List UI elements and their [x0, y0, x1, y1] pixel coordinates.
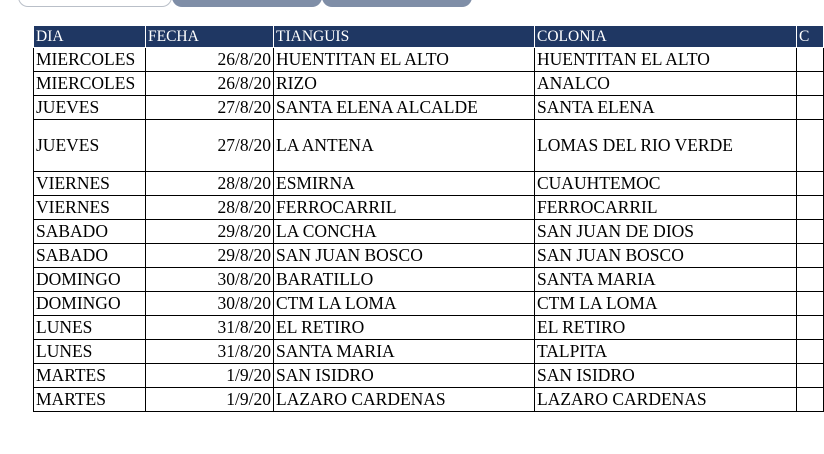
cell-fecha[interactable]: 26/8/20 — [146, 48, 274, 72]
cell-fecha[interactable]: 29/8/20 — [146, 220, 274, 244]
table-row — [34, 72, 824, 96]
cell-tianguis[interactable]: HUENTITAN EL ALTO — [274, 48, 535, 72]
cell-dia[interactable]: MIERCOLES — [34, 48, 146, 72]
cell-dia[interactable]: JUEVES — [34, 96, 146, 120]
cell-colonia[interactable]: SANTA ELENA — [535, 96, 797, 120]
tianguis-table — [33, 25, 824, 412]
cell-colonia[interactable]: EL RETIRO — [535, 316, 797, 340]
cell-colonia[interactable]: HUENTITAN EL ALTO — [535, 48, 797, 72]
cell-tianguis[interactable]: CTM LA LOMA — [274, 292, 535, 316]
cell-c[interactable] — [797, 244, 824, 268]
cell-colonia[interactable]: TALPITA — [535, 340, 797, 364]
cell-tianguis[interactable]: LAZARO CARDENAS — [274, 388, 535, 412]
cell-tianguis[interactable]: SANTA MARIA — [274, 340, 535, 364]
header-c: C — [797, 26, 824, 48]
table-row — [34, 196, 824, 220]
header-tianguis: TIANGUIS — [274, 26, 535, 48]
cell-c[interactable] — [797, 72, 824, 96]
table-row — [34, 172, 824, 196]
cell-c[interactable] — [797, 48, 824, 72]
cell-dia[interactable]: DOMINGO — [34, 268, 146, 292]
cell-c[interactable] — [797, 172, 824, 196]
table-body — [34, 48, 824, 412]
cell-dia[interactable]: LUNES — [34, 340, 146, 364]
sheet-tabs — [0, 0, 500, 9]
cell-c[interactable] — [797, 292, 824, 316]
cell-dia[interactable]: DOMINGO — [34, 292, 146, 316]
cell-tianguis[interactable]: RIZO — [274, 72, 535, 96]
cell-c[interactable] — [797, 220, 824, 244]
cell-tianguis[interactable]: LA CONCHA — [274, 220, 535, 244]
cell-fecha[interactable]: 1/9/20 — [146, 364, 274, 388]
cell-tianguis[interactable]: BARATILLO — [274, 268, 535, 292]
cell-colonia[interactable]: LOMAS DEL RIO VERDE — [535, 120, 797, 172]
cell-tianguis[interactable]: SAN JUAN BOSCO — [274, 244, 535, 268]
cell-fecha[interactable]: 28/8/20 — [146, 172, 274, 196]
table-row — [34, 48, 824, 72]
table-row — [34, 220, 824, 244]
cell-fecha[interactable]: 31/8/20 — [146, 340, 274, 364]
cell-c[interactable] — [797, 388, 824, 412]
cell-c[interactable] — [797, 120, 824, 172]
cell-colonia[interactable]: ANALCO — [535, 72, 797, 96]
cell-fecha[interactable]: 27/8/20 — [146, 120, 274, 172]
cell-fecha[interactable]: 27/8/20 — [146, 96, 274, 120]
cell-fecha[interactable]: 28/8/20 — [146, 196, 274, 220]
cell-tianguis[interactable]: ESMIRNA — [274, 172, 535, 196]
cell-tianguis[interactable]: EL RETIRO — [274, 316, 535, 340]
cell-fecha[interactable]: 30/8/20 — [146, 292, 274, 316]
cell-dia[interactable]: JUEVES — [34, 120, 146, 172]
cell-colonia[interactable]: LAZARO CARDENAS — [535, 388, 797, 412]
cell-colonia[interactable]: SAN ISIDRO — [535, 364, 797, 388]
table-row — [34, 388, 824, 412]
cell-colonia[interactable]: FERROCARRIL — [535, 196, 797, 220]
table-row — [34, 268, 824, 292]
header-colonia: COLONIA — [535, 26, 797, 48]
sheet-tab-active[interactable] — [18, 0, 172, 7]
cell-colonia[interactable]: SAN JUAN DE DIOS — [535, 220, 797, 244]
cell-dia[interactable]: VIERNES — [34, 172, 146, 196]
cell-fecha[interactable]: 1/9/20 — [146, 388, 274, 412]
table-row — [34, 120, 824, 172]
cell-c[interactable] — [797, 340, 824, 364]
cell-tianguis[interactable]: SANTA ELENA ALCALDE — [274, 96, 535, 120]
cell-fecha[interactable]: 29/8/20 — [146, 244, 274, 268]
cell-colonia[interactable]: CTM LA LOMA — [535, 292, 797, 316]
cell-dia[interactable]: MIERCOLES — [34, 72, 146, 96]
cell-colonia[interactable]: SAN JUAN BOSCO — [535, 244, 797, 268]
sheet-tab-3[interactable] — [322, 0, 472, 7]
sheet-tab-2[interactable] — [172, 0, 322, 7]
cell-dia[interactable]: LUNES — [34, 316, 146, 340]
cell-c[interactable] — [797, 196, 824, 220]
cell-fecha[interactable]: 30/8/20 — [146, 268, 274, 292]
cell-dia[interactable]: SABADO — [34, 244, 146, 268]
header-fecha: FECHA — [146, 26, 274, 48]
cell-colonia[interactable]: CUAUHTEMOC — [535, 172, 797, 196]
cell-colonia[interactable]: SANTA MARIA — [535, 268, 797, 292]
table-header-row — [34, 26, 824, 48]
table-row — [34, 292, 824, 316]
cell-fecha[interactable]: 31/8/20 — [146, 316, 274, 340]
cell-c[interactable] — [797, 96, 824, 120]
cell-tianguis[interactable]: LA ANTENA — [274, 120, 535, 172]
cell-dia[interactable]: SABADO — [34, 220, 146, 244]
cell-dia[interactable]: VIERNES — [34, 196, 146, 220]
header-dia: DIA — [34, 26, 146, 48]
cell-dia[interactable]: MARTES — [34, 364, 146, 388]
cell-c[interactable] — [797, 364, 824, 388]
table-row — [34, 316, 824, 340]
cell-c[interactable] — [797, 316, 824, 340]
cell-tianguis[interactable]: FERROCARRIL — [274, 196, 535, 220]
table-row — [34, 244, 824, 268]
table-row — [34, 340, 824, 364]
cell-tianguis[interactable]: SAN ISIDRO — [274, 364, 535, 388]
table-row — [34, 96, 824, 120]
table-row — [34, 364, 824, 388]
cell-fecha[interactable]: 26/8/20 — [146, 72, 274, 96]
cell-c[interactable] — [797, 268, 824, 292]
cell-dia[interactable]: MARTES — [34, 388, 146, 412]
